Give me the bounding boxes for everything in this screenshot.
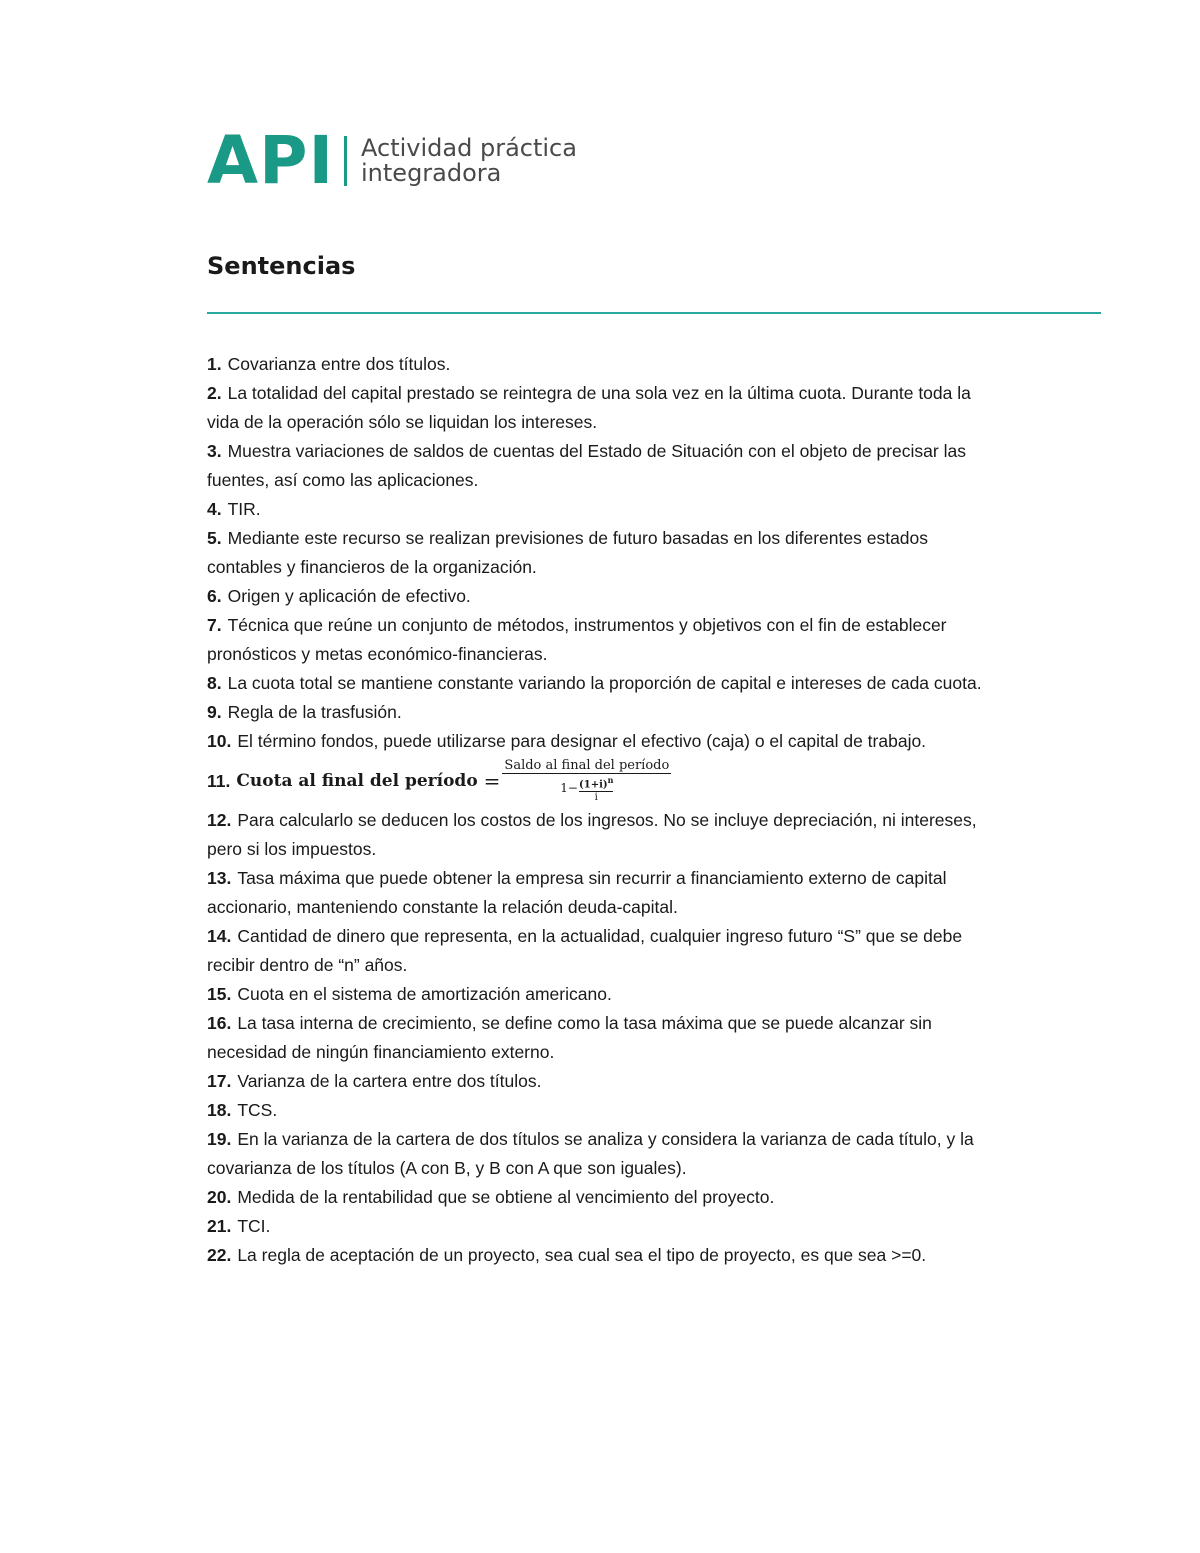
list-item bbox=[207, 611, 1007, 669]
item-number: 12. bbox=[207, 810, 232, 830]
item-number: 6. bbox=[207, 586, 222, 606]
logo-separator bbox=[344, 136, 347, 186]
item-number: 21. bbox=[207, 1216, 232, 1236]
list-item bbox=[207, 1212, 1007, 1241]
item-text: Varianza de la cartera entre dos títulos. bbox=[237, 1071, 542, 1091]
item-text: Muestra variaciones de saldos de cuentas del Estado de Situación con el objeto de precisar las fuentes, así como las aplicaciones. bbox=[207, 441, 966, 490]
item-text: Para calcularlo se deducen los costos de los ingresos. No se incluye depreciación, ni intereses, pero si los impuestos. bbox=[207, 810, 977, 859]
item-number: 18. bbox=[207, 1100, 232, 1120]
item-number: 15. bbox=[207, 984, 232, 1004]
sentences-list bbox=[207, 350, 1007, 1270]
logo-line-1: Actividad práctica bbox=[361, 134, 577, 162]
formula-denominator bbox=[560, 774, 613, 802]
item-number: 13. bbox=[207, 868, 232, 888]
list-item bbox=[207, 864, 1007, 922]
list-item bbox=[207, 1009, 1007, 1067]
list-item bbox=[207, 495, 1007, 524]
item-text: La cuota total se mantiene constante variando la proporción de capital e intereses de cada cuota. bbox=[227, 673, 982, 693]
item-number: 9. bbox=[207, 702, 222, 722]
item-number: 7. bbox=[207, 615, 222, 635]
list-item bbox=[207, 1183, 1007, 1212]
list-item bbox=[207, 922, 1007, 980]
list-item bbox=[207, 698, 1007, 727]
formula-inner-base: (1+i) bbox=[579, 779, 608, 791]
item-text: TCI. bbox=[237, 1216, 271, 1236]
item-text: Técnica que reúne un conjunto de métodos, instrumentos y objetivos con el fin de establecer pronósticos y metas económico-financieras. bbox=[207, 615, 947, 664]
logo-line-2: integradora bbox=[361, 159, 502, 187]
item-number: 19. bbox=[207, 1129, 232, 1149]
formula-lhs: Cuota al final del período bbox=[236, 770, 478, 791]
item-number: 11. bbox=[207, 770, 231, 791]
item-number: 1. bbox=[207, 354, 222, 374]
item-number: 20. bbox=[207, 1187, 232, 1207]
item-number: 14. bbox=[207, 926, 232, 946]
list-item bbox=[207, 350, 1007, 379]
item-text: Covarianza entre dos títulos. bbox=[227, 354, 451, 374]
list-item bbox=[207, 727, 1007, 756]
item-number: 2. bbox=[207, 383, 222, 403]
formula-inner-exponent: n bbox=[607, 775, 614, 786]
formula-item bbox=[207, 756, 1007, 806]
item-text: Cantidad de dinero que representa, en la actualidad, cualquier ingreso futuro “S” que se debe recibir dentro de “n” años. bbox=[207, 926, 963, 975]
item-text: Regla de la trasfusión. bbox=[227, 702, 402, 722]
item-number: 10. bbox=[207, 731, 232, 751]
list-item bbox=[207, 669, 1007, 698]
formula-fraction bbox=[502, 759, 671, 802]
list-item bbox=[207, 1067, 1007, 1096]
formula-inner-fraction bbox=[579, 775, 613, 802]
item-text: La regla de aceptación de un proyecto, sea cual sea el tipo de proyecto, es que sea >=0. bbox=[237, 1245, 927, 1265]
item-text: La totalidad del capital prestado se reintegra de una sola vez en la última cuota. Durante toda la vida de la operación sólo se liquidan los intereses. bbox=[207, 383, 971, 432]
list-item bbox=[207, 806, 1007, 864]
item-text: Mediante este recurso se realizan previsiones de futuro basadas en los diferentes estados contables y financieros de la organización. bbox=[207, 528, 929, 577]
list-item bbox=[207, 437, 1007, 495]
item-text: Origen y aplicación de efectivo. bbox=[227, 586, 471, 606]
list-item bbox=[207, 524, 1007, 582]
title-divider bbox=[207, 312, 1101, 314]
logo-text bbox=[361, 136, 577, 186]
item-number: 5. bbox=[207, 528, 222, 548]
item-number: 22. bbox=[207, 1245, 232, 1265]
page-title: Sentencias bbox=[207, 252, 356, 280]
list-item bbox=[207, 582, 1007, 611]
item-number: 3. bbox=[207, 441, 222, 461]
formula-numerator: Saldo al final del período bbox=[504, 758, 670, 774]
formula-equals: = bbox=[483, 768, 501, 793]
item-text: Medida de la rentabilidad que se obtiene al vencimiento del proyecto. bbox=[237, 1187, 775, 1207]
list-item bbox=[207, 1241, 1007, 1270]
item-text: TCS. bbox=[237, 1100, 278, 1120]
item-text: El término fondos, puede utilizarse para designar el efectivo (caja) o el capital de trabajo. bbox=[237, 731, 927, 751]
formula-inner-denominator: i bbox=[594, 791, 598, 803]
item-number: 8. bbox=[207, 673, 222, 693]
item-number: 16. bbox=[207, 1013, 232, 1033]
list-item bbox=[207, 379, 1007, 437]
logo-mark: API bbox=[207, 122, 335, 199]
list-item bbox=[207, 1096, 1007, 1125]
item-number: 17. bbox=[207, 1071, 232, 1091]
list-item bbox=[207, 1125, 1007, 1183]
item-text: La tasa interna de crecimiento, se define como la tasa máxima que se puede alcanzar sin necesidad de ningún financiamiento externo. bbox=[207, 1013, 932, 1062]
item-text: Cuota en el sistema de amortización americano. bbox=[237, 984, 612, 1004]
item-text: En la varianza de la cartera de dos títulos se analiza y considera la varianza de cada título, y la covarianza de los títulos (A con B, y B con A que son iguales). bbox=[207, 1129, 974, 1178]
logo bbox=[207, 122, 577, 199]
formula-inner-numerator bbox=[579, 775, 613, 791]
item-text: Tasa máxima que puede obtener la empresa sin recurrir a financiamiento externo de capital accionario, manteniendo constante la relación deuda-capital. bbox=[207, 868, 947, 917]
item-number: 4. bbox=[207, 499, 222, 519]
formula-den-prefix: 1− bbox=[560, 781, 578, 796]
item-text: TIR. bbox=[227, 499, 261, 519]
list-item bbox=[207, 980, 1007, 1009]
